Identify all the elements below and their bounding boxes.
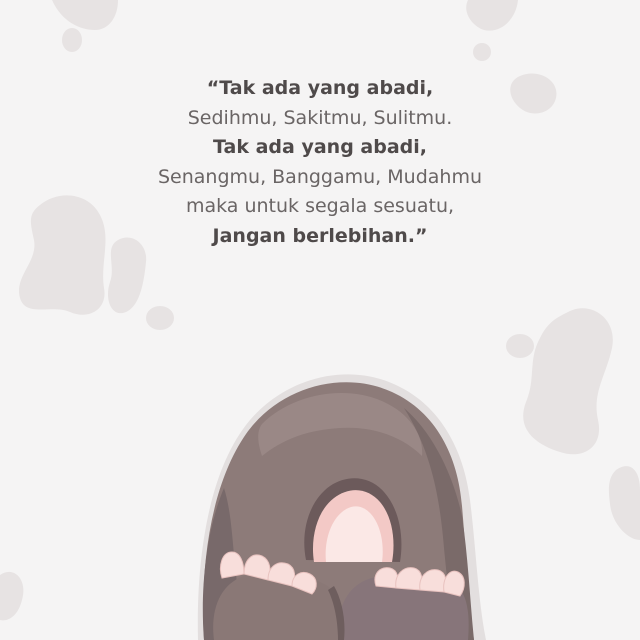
blob-right-top: [473, 43, 491, 61]
quote-text: [0, 74, 640, 251]
quote-line-1: “Tak ada yang abadi,: [206, 77, 434, 99]
blob-bottom-left: [0, 572, 23, 621]
blob-top-right: [466, 0, 518, 31]
blob-left-small: [146, 306, 174, 330]
quote-line-5: maka untuk segala sesuatu,: [185, 195, 455, 217]
blob-right-large: [523, 308, 613, 454]
blob-small-left: [62, 28, 82, 52]
blob-right-lower: [609, 466, 640, 540]
quote-line-2: Sedihmu, Sakitmu, Sulitmu.: [187, 106, 453, 129]
finger-right-1: [375, 568, 398, 588]
blob-right-small: [506, 334, 534, 358]
blob-top-left: [52, 0, 118, 30]
quote-line-3: Tak ada yang abadi,: [213, 136, 427, 158]
quote-line-6: Jangan berlebihan.”: [212, 224, 428, 247]
quote-line-4: Senangmu, Banggamu, Mudahmu: [157, 165, 482, 188]
